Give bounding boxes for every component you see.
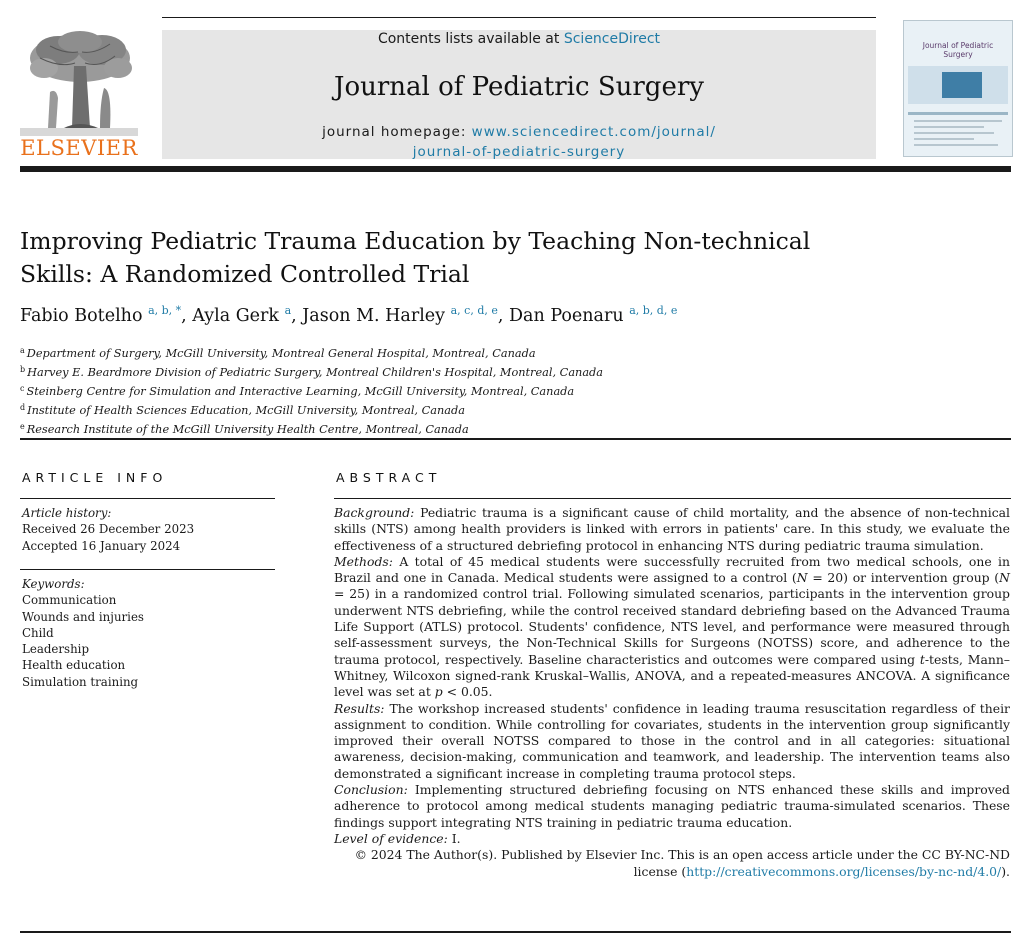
author-name[interactable]: Ayla Gerk bbox=[192, 306, 280, 326]
affiliation-text: Research Institute of the McGill University Health Centre, Montreal, Canada bbox=[26, 423, 469, 436]
methods-var: N bbox=[796, 570, 808, 586]
affiliation-text: Institute of Health Sciences Education, McGill University, Montreal, Canada bbox=[27, 404, 465, 417]
methods-var: p bbox=[434, 684, 443, 700]
author-separator: , bbox=[291, 306, 303, 326]
affiliation-key: e bbox=[20, 422, 25, 431]
author-name[interactable]: Jason M. Harley bbox=[302, 306, 446, 326]
homepage-prefix: journal homepage: bbox=[322, 124, 467, 140]
header-thick-rule bbox=[20, 166, 1011, 172]
author-affiliation-marks[interactable]: a, c, d, e bbox=[450, 304, 498, 317]
copyright-text: © 2024 The Author(s). Published by Elsevier Inc. This is an open access article under the CC BY-NC-ND bbox=[354, 847, 1010, 863]
level-label: Level of evidence: bbox=[334, 830, 448, 846]
methods-text: = 25) in a randomized control trial. Following simulated scenarios, participants in the intervention group underwent NTS debriefing, while the control received standard debriefing based on the Advanced Trauma Life Support (ATLS) protocol. Students' confidence, NTS level, and performance were measured through self-assessment surveys, the Non-Technical Skills for Surgeons (NOTSS) score, and adherence to the trauma protocol, respectively. Baseline characteristics and outcomes were compared using bbox=[334, 586, 1010, 667]
author-separator: , bbox=[181, 306, 193, 326]
affiliation-key: a bbox=[20, 346, 25, 355]
author-name[interactable]: Dan Poenaru bbox=[509, 306, 624, 326]
elsevier-wordmark: ELSEVIER bbox=[20, 136, 138, 160]
article-info-heading: ARTICLE INFO bbox=[22, 470, 168, 485]
methods-text: < 0.05. bbox=[442, 684, 493, 700]
abstract-methods bbox=[334, 554, 1010, 701]
results-label: Results: bbox=[334, 700, 385, 716]
keyword-item: Communication bbox=[22, 593, 117, 608]
affiliation-item bbox=[20, 419, 1010, 438]
keywords-label: Keywords: bbox=[22, 577, 85, 591]
article-history bbox=[22, 505, 272, 554]
methods-label: Methods: bbox=[334, 553, 393, 569]
elsevier-logo[interactable] bbox=[20, 28, 138, 160]
affiliation-text: Harvey E. Beardmore Division of Pediatric Surgery, Montreal Children's Hospital, Montreal, Canada bbox=[27, 366, 604, 379]
affiliation-key: b bbox=[20, 365, 26, 374]
author-affiliation-marks[interactable]: a, b, * bbox=[148, 304, 182, 317]
affiliation-key: d bbox=[20, 403, 26, 412]
abstract-background bbox=[334, 505, 1010, 554]
affiliation-key: c bbox=[20, 384, 25, 393]
journal-cover-thumbnail[interactable] bbox=[903, 20, 1013, 157]
copyright-line bbox=[334, 847, 1010, 880]
author-affiliation-marks[interactable]: a, b, d, e bbox=[629, 304, 678, 317]
author-affiliation-marks[interactable]: a bbox=[284, 304, 292, 317]
results-text: The workshop increased students' confidence in leading trauma resuscitation regardless of their assignment to condition. While controlling for covariates, students in the intervention group significantly improved their overall NOTSS compared to those in the control and in all categories: situational awareness, decision-making, communication and teamwork, and leadership. The intervention teams also demonstrated a significant increase in completing trauma protocol steps. bbox=[334, 700, 1010, 781]
methods-text: A total of 45 medical students were successfully recruited from two medical schools, one in Brazil and one in Canada. Medical students were assigned to a control ( bbox=[334, 553, 1010, 586]
journal-banner bbox=[162, 30, 876, 159]
homepage-link-line2[interactable]: journal-of-pediatric-surgery bbox=[412, 144, 626, 160]
license-prefix: license ( bbox=[633, 863, 687, 879]
affiliation-item bbox=[20, 381, 1010, 400]
journal-homepage bbox=[162, 122, 876, 162]
contents-line bbox=[162, 31, 876, 47]
article-title bbox=[20, 225, 850, 291]
abstract-conclusion bbox=[334, 782, 1010, 831]
accepted-date: Accepted 16 January 2024 bbox=[22, 538, 181, 553]
cover-title: Journal of Pediatric Surgery bbox=[922, 41, 994, 59]
sciencedirect-link[interactable]: ScienceDirect bbox=[563, 31, 661, 47]
section-divider bbox=[20, 438, 1011, 440]
affiliation-text: Department of Surgery, McGill University, Montreal General Hospital, Montreal, Canada bbox=[26, 347, 536, 360]
keyword-item: Leadership bbox=[22, 642, 89, 657]
journal-title: Journal of Pediatric Surgery bbox=[334, 72, 704, 102]
abstract-body bbox=[334, 505, 1010, 880]
article-info-rule bbox=[20, 498, 275, 499]
contents-prefix: Contents lists available at bbox=[377, 31, 560, 47]
methods-var: N bbox=[999, 570, 1010, 586]
conclusion-label: Conclusion: bbox=[334, 782, 408, 798]
affiliation-item bbox=[20, 400, 1010, 419]
article-title-line2: Skills: A Randomized Controlled Trial bbox=[20, 260, 470, 288]
keywords-rule bbox=[20, 569, 275, 570]
license-link[interactable]: http://creativecommons.org/licenses/by-nc-nd/4.0/ bbox=[686, 863, 1002, 879]
abstract-heading: ABSTRACT bbox=[336, 470, 442, 485]
keyword-item: Wounds and injuries bbox=[22, 609, 144, 624]
abstract-rule bbox=[334, 498, 1011, 499]
background-text: Pediatric trauma is a significant cause of child mortality, and the absence of non-technical skills (NTS) among health providers is linked with errors in patients' care. In this study, we evaluate the effectiveness of a structured debriefing protocol in enhancing NTS during pediatric trauma simulation. bbox=[334, 505, 1010, 553]
methods-var: t bbox=[919, 651, 925, 667]
keyword-item: Child bbox=[22, 625, 54, 640]
received-date: Received 26 December 2023 bbox=[22, 522, 195, 537]
level-text: I. bbox=[451, 830, 461, 846]
affiliation-item bbox=[20, 343, 1010, 362]
elsevier-tree-icon bbox=[20, 28, 138, 136]
history-label: Article history: bbox=[22, 506, 112, 520]
author-separator: , bbox=[497, 306, 510, 326]
article-title-line1: Improving Pediatric Trauma Education by Teaching Non-technical bbox=[20, 227, 811, 255]
methods-text: -tests, Mann–Whitney, Wilcoxon signed-rank Kruskal–Wallis, ANOVA, and a repeated-measures ANCOVA. A significance level was set at bbox=[334, 651, 1010, 700]
homepage-link-line1[interactable]: www.sciencedirect.com/journal/ bbox=[471, 124, 716, 140]
top-rule bbox=[162, 17, 876, 18]
author-list bbox=[20, 304, 1010, 326]
affiliation-list bbox=[20, 343, 1010, 438]
bottom-rule bbox=[20, 931, 1011, 933]
keyword-item: Health education bbox=[22, 658, 126, 673]
keyword-item: Simulation training bbox=[22, 674, 139, 689]
affiliation-text: Steinberg Centre for Simulation and Interactive Learning, McGill University, Montreal, Canada bbox=[26, 385, 575, 398]
conclusion-text: Implementing structured debriefing focusing on NTS enhanced these skills and improved adherence to protocol among medical students managing pediatric trauma-simulated scenarios. These findings support integrating NTS training in pediatric trauma education. bbox=[334, 782, 1010, 830]
abstract-level bbox=[334, 831, 1010, 847]
cover-image-icon bbox=[904, 56, 1012, 156]
affiliation-item bbox=[20, 362, 1010, 381]
author-name[interactable]: Fabio Botelho bbox=[20, 306, 143, 326]
license-suffix: ). bbox=[1001, 863, 1010, 879]
methods-text: = 20) or intervention group ( bbox=[807, 570, 1000, 586]
abstract-results bbox=[334, 701, 1010, 782]
keywords-block bbox=[22, 576, 272, 690]
background-label: Background: bbox=[334, 505, 415, 520]
